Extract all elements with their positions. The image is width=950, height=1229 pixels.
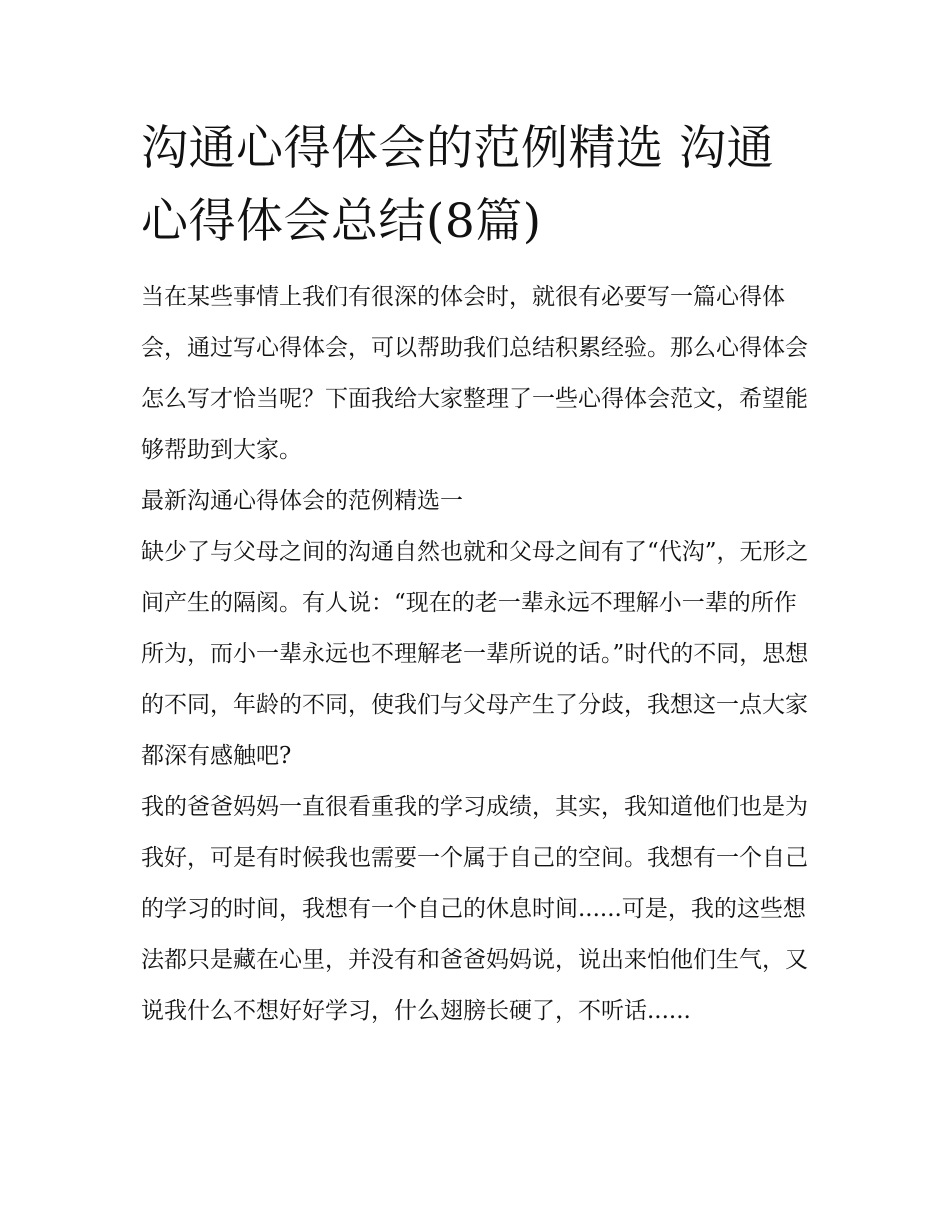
body-paragraph: 我的爸爸妈妈一直很看重我的学习成绩，其实，我知道他们也是为我好，可是有时候我也需要一个属于自己的空间。我想有一个自己的学习的时间，我想有一个自己的休息时间......可是，我的这些想法都只是藏在心里，并没有和爸爸妈妈说，说出来怕他们生气，又说我什么不想好好学习，什么翅膀长硬了，不听话...... (141, 794, 808, 1024)
document-body (141, 272, 813, 1037)
document-title: 沟通心得体会的范例精选 沟通心得体会总结(8篇) (141, 121, 774, 249)
section-heading: 最新沟通心得体会的范例精选一 (141, 488, 463, 514)
document-page (141, 112, 813, 1037)
body-paragraph: 缺少了与父母之间的沟通自然也就和父母之间有了“代沟”，无形之间产生的隔阂。有人说：“现在的老一辈永远不理解小一辈的所作所为，而小一辈永远也不理解老一辈所说的话。”时代的不同，思想的不同，年龄的不同，使我们与父母产生了分歧，我想这一点大家都深有感触吧? (141, 539, 809, 769)
intro-paragraph: 当在某些事情上我们有很深的体会时，就很有必要写一篇心得体会，通过写心得体会，可以帮助我们总结积累经验。那么心得体会怎么写才恰当呢？下面我给大家整理了一些心得体会范文，希望能够帮助到大家。 (141, 284, 808, 463)
